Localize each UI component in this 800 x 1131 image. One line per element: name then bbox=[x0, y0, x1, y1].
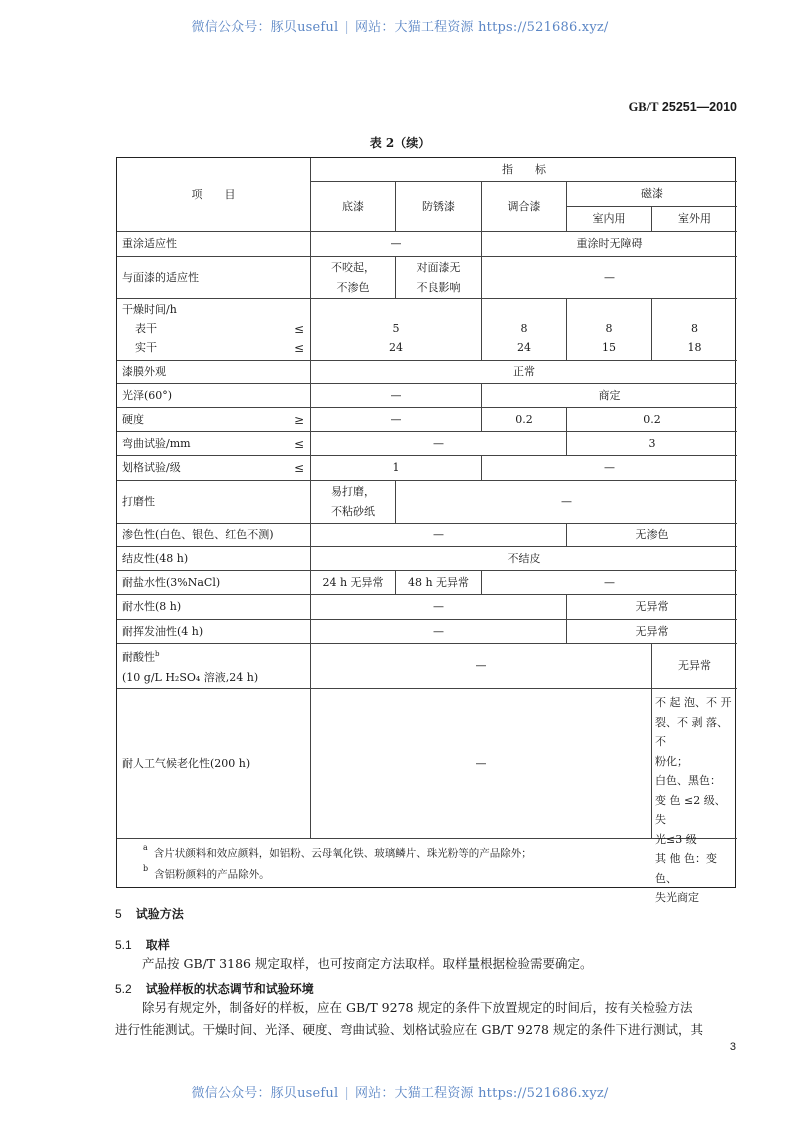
row-label-sanding: 打磨性 bbox=[117, 481, 311, 524]
cell-drying-outdoor bbox=[652, 299, 737, 361]
drying-surface-blend: 8 bbox=[520, 322, 528, 335]
row-label-gloss: 光泽(60°) bbox=[117, 384, 311, 408]
drying-hard-outdoor: 18 bbox=[687, 341, 702, 354]
cell-topcoat-antirust-line1: 对面漆无 bbox=[416, 260, 461, 274]
footnote-b bbox=[117, 866, 737, 882]
cell-hardness-blend: 0.2 bbox=[482, 408, 567, 432]
standard-prefix: GB/T bbox=[628, 100, 659, 114]
cell-bending-enamel: 3 bbox=[567, 432, 737, 456]
header-indoor: 室内用 bbox=[567, 207, 652, 232]
weathering-outdoor-line6: 光≤3 级 bbox=[655, 832, 697, 846]
cell-acid-outdoor: 无异常 bbox=[652, 644, 737, 689]
hardness-label: 硬度 bbox=[122, 412, 144, 426]
cell-bleeding-primer-to-blend: — bbox=[311, 524, 567, 547]
cell-hardness-primer-antirust: — bbox=[311, 408, 482, 432]
drying-hard-label: 实干 bbox=[135, 341, 157, 354]
cell-acid-primer-to-indoor: — bbox=[311, 644, 652, 689]
watermark-wechat-bottom: 微信公众号：豚贝useful bbox=[191, 1086, 339, 1101]
table-caption: 表 2（续） bbox=[369, 136, 431, 150]
hardness-cmp: ≥ bbox=[293, 412, 304, 427]
row-label-weathering: 耐人工气候老化性(200 h) bbox=[117, 689, 311, 839]
section-5-title: 试验方法 bbox=[135, 907, 184, 921]
spec-table bbox=[116, 157, 736, 904]
cell-sanding-rest: — bbox=[396, 481, 737, 524]
standard-code: 25251—2010 bbox=[661, 100, 737, 114]
cell-topcoat-primer-line1: 不咬起， bbox=[331, 260, 375, 274]
drying-hard-primer-antirust: 24 bbox=[389, 341, 403, 354]
section-5-2-number: 5.2 bbox=[115, 982, 132, 996]
row-label-salt: 耐盐水性(3%NaCl) bbox=[117, 571, 311, 595]
watermark-site-bottom: 网站：大猫工程资源 https://521686.xyz/ bbox=[354, 1086, 609, 1101]
row-label-bending bbox=[117, 432, 311, 456]
drying-title: 干燥时间/h bbox=[122, 303, 177, 316]
section-5-2-title: 试验样板的状态调节和试验环境 bbox=[145, 982, 314, 996]
cell-oil-primer-to-blend: — bbox=[311, 620, 567, 644]
header-enamel: 磁漆 bbox=[567, 182, 737, 207]
cell-oil-enamel: 无异常 bbox=[567, 620, 737, 644]
header-blend: 调合漆 bbox=[482, 182, 567, 232]
drying-hard-blend: 24 bbox=[517, 341, 531, 354]
section-5-2-body-line1: 除另有规定外，制备好的样板，应在 GB/T 9278 规定的条件下放置规定的时间后，按有关检验方法 bbox=[142, 1000, 693, 1015]
watermark-bottom bbox=[0, 1082, 800, 1101]
cell-gloss-primer-antirust: — bbox=[311, 384, 482, 408]
row-label-bleeding: 渗色性(白色、银色、红色不测) bbox=[117, 524, 311, 547]
drying-surface-outdoor: 8 bbox=[691, 322, 698, 335]
section-5-number: 5 bbox=[115, 907, 122, 921]
header-item: 项 目 bbox=[117, 158, 311, 232]
cell-salt-primer: 24 h 无异常 bbox=[311, 571, 396, 595]
bending-label: 弯曲试验/mm bbox=[122, 436, 191, 450]
bending-cmp: ≤ bbox=[293, 436, 304, 451]
section-5-1-number: 5.1 bbox=[115, 938, 132, 952]
cell-bending-primer-to-blend: — bbox=[311, 432, 567, 456]
cell-crosscut-rest: — bbox=[482, 456, 737, 481]
cell-weathering-primer-to-indoor: — bbox=[311, 689, 652, 839]
cell-sanding-primer bbox=[311, 481, 396, 524]
acid-label: 耐酸性 bbox=[122, 650, 155, 664]
cell-topcoat-antirust-line2: 不良影响 bbox=[416, 280, 461, 294]
crosscut-cmp: ≤ bbox=[293, 461, 304, 475]
row-label-recoat: 重涂适应性 bbox=[117, 232, 311, 257]
row-label-drying bbox=[117, 299, 311, 361]
acid-label-line2: (10 g/L H₂SO₄ 溶液,24 h) bbox=[122, 670, 259, 684]
cell-skinning-all: 不结皮 bbox=[311, 547, 737, 571]
cell-water-primer-to-blend: — bbox=[311, 595, 567, 620]
header-indicator: 指 标 bbox=[311, 158, 737, 182]
section-5-heading bbox=[115, 905, 184, 922]
cell-topcoat-primer-line2: 不渗色 bbox=[336, 280, 370, 294]
weathering-outdoor-line2: 裂、不 剥 落、不 bbox=[655, 715, 728, 748]
footnote-a bbox=[117, 845, 737, 861]
cell-water-enamel: 无异常 bbox=[567, 595, 737, 620]
header-primer: 底漆 bbox=[311, 182, 396, 232]
cell-topcoat-rest: — bbox=[482, 257, 737, 299]
cell-crosscut-primer-antirust: 1 bbox=[311, 456, 482, 481]
section-5-1-heading bbox=[115, 936, 170, 953]
header-outdoor: 室外用 bbox=[652, 207, 737, 232]
standard-number bbox=[629, 100, 737, 115]
cell-appearance-all: 正常 bbox=[311, 361, 737, 384]
footnote-b-text: 含铝粉颜料的产品除外。 bbox=[154, 868, 270, 881]
section-5-1-body: 产品按 GB/T 3186 规定取样，也可按商定方法取样。取样量根据检验需要确定。 bbox=[142, 956, 593, 971]
section-5-2-body-line2: 进行性能测试。干燥时间、光泽、硬度、弯曲试验、划格试验应在 GB/T 9278 规定的条件下进行测试，其 bbox=[115, 1022, 703, 1037]
cell-salt-rest: — bbox=[482, 571, 737, 595]
row-label-acid bbox=[117, 644, 311, 689]
weathering-outdoor-line1: 不 起 泡、不 开 bbox=[655, 696, 732, 709]
weathering-outdoor-line3: 粉化； bbox=[655, 754, 688, 768]
drying-hard-cmp: ≤ bbox=[293, 341, 304, 355]
row-label-skinning: 结皮性(48 h) bbox=[117, 547, 311, 571]
section-5-1-title: 取样 bbox=[145, 938, 170, 952]
watermark-site: 网站：大猫工程资源 https://521686.xyz/ bbox=[354, 20, 609, 35]
cell-drying-blend bbox=[482, 299, 567, 361]
row-label-crosscut bbox=[117, 456, 311, 481]
drying-surface-cmp: ≤ bbox=[293, 322, 304, 336]
watermark-separator-bottom: | bbox=[344, 1086, 349, 1101]
cell-topcoat-antirust bbox=[396, 257, 482, 299]
acid-label-line1 bbox=[122, 644, 159, 668]
cell-salt-antirust: 48 h 无异常 bbox=[396, 571, 482, 595]
weathering-outdoor-line8: 失光商定 bbox=[655, 891, 699, 904]
row-label-topcoat: 与面漆的适应性 bbox=[117, 257, 311, 299]
crosscut-label: 划格试验/级 bbox=[122, 461, 181, 474]
cell-drying-indoor bbox=[567, 299, 652, 361]
cell-drying-primer-antirust bbox=[311, 299, 482, 361]
watermark-wechat: 微信公众号：豚贝useful bbox=[191, 20, 339, 35]
watermark-top bbox=[0, 16, 800, 35]
row-label-oil: 耐挥发油性(4 h) bbox=[117, 620, 311, 644]
footnote-b-mark: b bbox=[143, 864, 149, 873]
header-antirust: 防锈漆 bbox=[396, 182, 482, 232]
cell-sanding-primer-line1: 易打磨， bbox=[331, 485, 375, 498]
watermark-separator: | bbox=[344, 20, 349, 35]
cell-sanding-primer-line2: 不粘砂纸 bbox=[331, 505, 375, 518]
footnote-a-mark: a bbox=[143, 843, 148, 852]
cell-bleeding-enamel: 无渗色 bbox=[567, 524, 737, 547]
cell-recoat-primer-antirust: — bbox=[311, 232, 482, 257]
cell-recoat-rest: 重涂时无障碍 bbox=[482, 232, 737, 257]
drying-surface-indoor: 8 bbox=[605, 322, 613, 335]
section-5-2-heading bbox=[115, 980, 314, 997]
cell-gloss-rest: 商定 bbox=[482, 384, 737, 408]
acid-footnote-mark: b bbox=[155, 650, 160, 658]
cell-weathering-outdoor bbox=[652, 689, 737, 904]
page-number: 3 bbox=[729, 1041, 736, 1053]
cell-hardness-enamel: 0.2 bbox=[567, 408, 737, 432]
cell-topcoat-primer bbox=[311, 257, 396, 299]
row-label-hardness bbox=[117, 408, 311, 432]
drying-hard-indoor: 15 bbox=[602, 341, 616, 354]
weathering-outdoor-line4: 白色、黑色： bbox=[655, 774, 721, 787]
drying-surface-label: 表干 bbox=[135, 322, 157, 335]
weathering-outdoor-line5: 变 色 ≤2 级、失 bbox=[655, 793, 726, 826]
footnote-a-text: 含片状颜料和效应颜料，如铝粉、云母氧化铁、玻璃鳞片、珠光粉等的产品除外； bbox=[153, 847, 532, 860]
row-label-water: 耐水性(8 h) bbox=[117, 595, 311, 620]
weathering-outdoor-line7: 其 他 色：变 色、 bbox=[655, 852, 717, 885]
drying-surface-primer-antirust: 5 bbox=[392, 322, 400, 335]
row-label-appearance: 漆膜外观 bbox=[117, 361, 311, 384]
